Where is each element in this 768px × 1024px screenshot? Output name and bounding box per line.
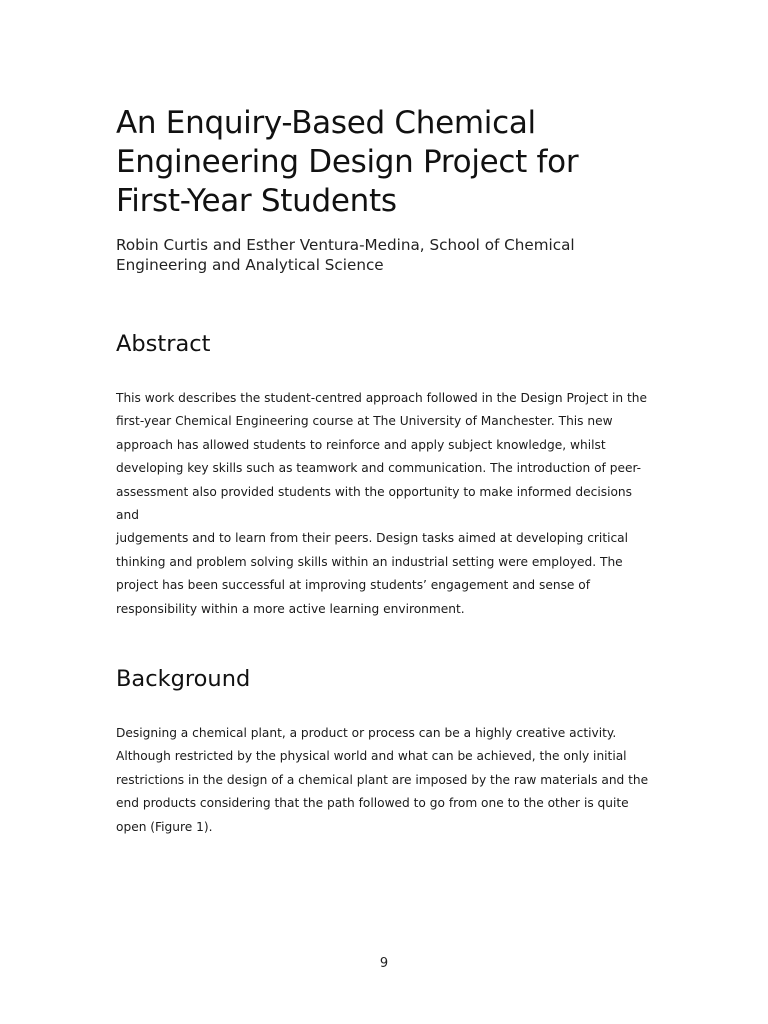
background-line: restrictions in the design of a chemical plant are imposed by the raw materials and the (116, 772, 649, 787)
title-line: First-Year Students (116, 183, 397, 219)
background-line: open (Figure 1). (116, 819, 213, 834)
author-line: Engineering and Analytical Science (116, 256, 384, 274)
abstract-line: developing key skills such as teamwork and communication. The introduction of peer- (116, 461, 642, 476)
abstract-line: This work describes the student-centred approach followed in the Design Project in the (116, 391, 648, 405)
abstract-line: thinking and problem solving skills within an industrial setting were employed. The (116, 554, 623, 569)
abstract-paragraph (116, 387, 656, 621)
author-affiliation (116, 235, 656, 275)
author-line: Robin Curtis and Esther Ventura-Medina, School of Chemical (116, 236, 575, 254)
title-line: Engineering Design Project for (116, 144, 579, 180)
abstract-line: approach has allowed students to reinforce and apply subject knowledge, whilst (116, 437, 606, 452)
abstract-line: first-year Chemical Engineering course at The University of Manchester. This new (116, 414, 613, 429)
paper-title (116, 104, 656, 221)
title-line: An Enquiry-Based Chemical (116, 105, 536, 141)
page-number: 9 (379, 956, 389, 971)
abstract-heading: Abstract (116, 331, 211, 357)
abstract-line: assessment also provided students with the opportunity to make informed decisions and (116, 484, 632, 523)
background-paragraph (116, 722, 656, 839)
abstract-line: judgements and to learn from their peers. Design tasks aimed at developing critical (116, 531, 629, 546)
abstract-line: project has been successful at improving students’ engagement and sense of (116, 578, 591, 593)
abstract-line: responsibility within a more active learning environment. (116, 601, 465, 616)
background-line: end products considering that the path followed to go from one to the other is quite (116, 796, 629, 811)
background-line: Designing a chemical plant, a product or process can be a highly creative activity. (116, 726, 617, 741)
background-heading: Background (116, 666, 251, 693)
paper-page (116, 104, 656, 839)
background-line: Although restricted by the physical world and what can be achieved, the only initial (116, 749, 627, 764)
